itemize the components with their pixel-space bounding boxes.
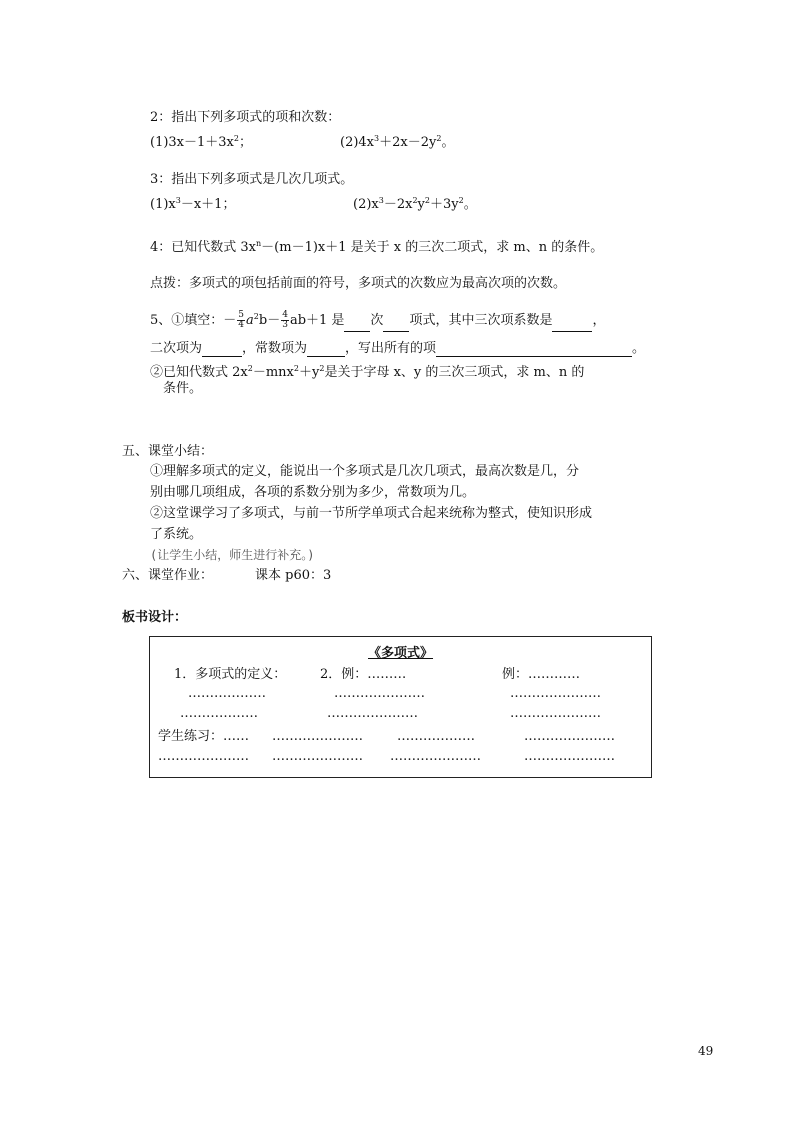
board-r2b: …………………	[334, 686, 425, 701]
summary-title: 五、课堂小结：	[122, 444, 214, 459]
blank-degree	[344, 319, 370, 332]
q5-part2-line2: 条件。	[163, 381, 203, 396]
blank-all-terms	[436, 344, 632, 357]
q5-part2: ②已知代数式 $2x^2-mnx^2+y^2$是关于字母 x、y 的三次三项式，求 m、n 的	[150, 364, 585, 380]
blank-quadratic	[202, 344, 242, 357]
q2-part-a: $(1)3x-1+3x^2$；	[150, 134, 253, 150]
board-r1c: 例：…………	[502, 667, 581, 682]
board-r4b: …………………	[272, 729, 363, 744]
board-r5b: …………………	[272, 749, 363, 764]
fraction-5-4: $\frac{5}{4}$	[238, 310, 245, 330]
board-r3c: …………………	[510, 706, 601, 721]
q3-part-a: $(1)x^3-x+1$；	[150, 196, 236, 212]
summary-line1: ①理解多项式的定义，能说出一个多项式是几次几项式，最高次数是几，分	[150, 464, 580, 479]
summary-line2: 别由哪几项组成，各项的系数分别为多少，常数项为几。	[150, 485, 476, 500]
board-r2a: ………………	[188, 686, 266, 701]
hint-text: 点拨：多项式的项包括前面的符号，多项式的次数应为最高次项的次数。	[150, 276, 567, 291]
board-r5c: …………………	[390, 749, 481, 764]
q2-part-b: $(2)4x^3+2x-2y^2$。	[340, 134, 455, 150]
blank-terms	[383, 319, 409, 332]
board-r4a: 学生练习：……	[158, 729, 250, 744]
board-r3a: ………………	[180, 706, 258, 721]
board-r4d: …………………	[524, 729, 615, 744]
q5-line1: 5、①填空：－ $\frac{5}{4}$ $a^2b-$ $\frac{4}{3}$ ab＋1 是 次 项式，其中三次项系数是 ，	[150, 310, 606, 330]
q3-title: 3：指出下列多项式是几次几项式。	[150, 172, 354, 187]
q2-title: 2：指出下列多项式的项和次数：	[150, 110, 341, 125]
board-r1a: 1．多项式的定义：	[174, 667, 287, 682]
blank-constant	[307, 344, 345, 357]
board-box	[149, 636, 652, 778]
homework-content: 课本 p60：3	[255, 568, 332, 583]
summary-line3: ②这堂课学习了多项式，与前一节所学单项式合起来统称为整式，使知识形成	[150, 506, 593, 521]
board-r5a: …………………	[158, 749, 249, 764]
board-r4c: ………………	[397, 729, 475, 744]
summary-note: (让学生小结，师生进行补充。)	[150, 548, 315, 562]
fraction-4-3: $\frac{4}{3}$	[282, 310, 288, 330]
homework-title: 六、课堂作业：	[122, 568, 214, 583]
board-r1b: 2．例：………	[320, 667, 407, 682]
q3-part-b: $(2)x^3-2x^2y^2+3y^2$。	[353, 196, 477, 212]
q4-text: 4：已知代数式 $3x^n-(m-1)x+1$ 是关于 x 的三次二项式，求 m、n 的条件。	[150, 239, 604, 255]
q5-line2: 二次项为 ，常数项为 ，写出所有的项 。	[150, 341, 646, 356]
board-r3b: …………………	[327, 706, 418, 721]
blank-cubic-coeff	[552, 319, 592, 332]
board-heading: 板书设计：	[122, 610, 188, 625]
page-number: 49	[698, 1044, 714, 1058]
board-title: 《多项式》	[368, 646, 434, 661]
board-r5d: …………………	[524, 749, 615, 764]
summary-line4: 了系统。	[150, 527, 203, 542]
board-r2c: …………………	[510, 686, 601, 701]
